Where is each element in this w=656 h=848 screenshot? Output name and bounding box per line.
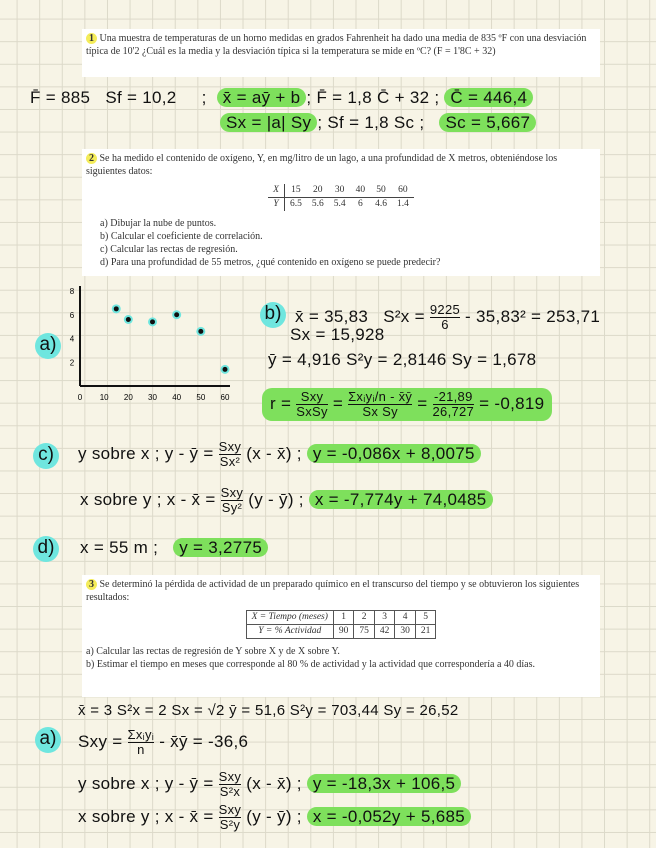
table-cell: 2 [354, 611, 375, 625]
data-point [198, 329, 203, 334]
table-cell: 42 [374, 625, 395, 639]
scatter-plot [60, 283, 240, 408]
highlight: x = -7,774y + 74,0485 [309, 490, 493, 509]
fraction: $\frac{9225}{6}$ [429, 302, 461, 332]
highlight: y = -18,3x + 106,5 [307, 774, 461, 793]
data-point [174, 312, 179, 317]
table-cell: 30 [395, 625, 416, 639]
table-cell: 90 [333, 625, 354, 639]
sxy-line: Sxy = $\frac{\text{Σxᵢyᵢ}}{n}$ - x̄ȳ = -36,6 [78, 727, 249, 757]
problem-number: 1 [86, 33, 97, 44]
y-tick-label: 6 [69, 310, 75, 320]
part-c-label: c) [33, 443, 59, 469]
table-cell: 6.5 [289, 199, 302, 209]
hw-text: x̄ = 35,83 [295, 306, 369, 326]
table-cell: 15 [284, 184, 306, 198]
highlight: Sc = 5,667 [439, 113, 536, 132]
part-a-label: a) [35, 727, 61, 753]
p3-line2: x sobre y ; x - x̄ = $\frac{\text{Sxy}}{\text{S²y}}$ (y - ȳ) ; x = -0,052y + 5,685 [78, 803, 471, 832]
hw-text: - 35,83² = 253,71 [465, 306, 601, 326]
table-header: X [268, 184, 284, 198]
p1-line1 [30, 88, 533, 108]
list-item: a) Dibujar la nube de puntos. [100, 218, 217, 229]
list-item: b) Estimar el tiempo en meses que corresponde al 80 % de actividad y la actividad que correspondería a 40 días. [86, 659, 536, 670]
list-item: c) Calcular las rectas de regresión. [100, 244, 238, 255]
highlight: y = -0,086x + 8,0075 [307, 444, 481, 463]
hw-text: F̄ = 885 [30, 88, 91, 107]
highlight: C̄ = 446,4 [444, 88, 533, 107]
part-b-label: b) [260, 302, 286, 328]
problem-text: Una muestra de temperaturas de un horno medidas en grados Fahrenheit ha dado una media de 835 ºF con una desviación típica de 10'2 ¿Cuál es la media y la desviación típica si la temperatura se mide en ºC? (F = 1'8C + 32) [86, 33, 587, 57]
y-tick-label: 8 [69, 287, 75, 296]
problem-1-statement [82, 29, 600, 77]
problem-text: Se ha medido el contenido de oxígeno, Y, en mg/litro de un lago, a una profundidad de X metros, obteniéndose los siguientes datos: [86, 153, 558, 177]
table-cell: 60 [392, 184, 414, 198]
p1-line2 [220, 113, 536, 133]
x-tick-label: 20 [123, 393, 133, 402]
data-point [150, 319, 155, 324]
d-line: x = 55 m ; y = 3,2775 [80, 538, 268, 558]
hw-text: ; [201, 88, 207, 107]
highlight: y = 3,2775 [173, 538, 268, 557]
problem-2-statement [82, 149, 600, 276]
highlight: x = -0,052y + 5,685 [307, 807, 471, 826]
highlight: Sx = |a| Sy [220, 113, 317, 132]
correlation-result: r = $\frac{\text{Sxy}}{\text{SxSy}}$ = $\frac{\text{Σxᵢyᵢ/n - x̄ȳ}}{\text{Sx Sy}}$ = $\frac{-21,89}{26,727}$ = -0,819 [262, 388, 552, 421]
c-line2: x sobre y ; x - x̄ = $\frac{\text{Sxy}}{\text{Sy²}}$ (y - ȳ) ; x = -7,774y + 74,0485 [80, 486, 493, 515]
x-tick-label: 60 [220, 393, 230, 402]
table-cell: 20 [307, 184, 329, 198]
problem-3-statement [82, 575, 600, 697]
list-item: a) Calcular las rectas de regresión de Y sobre X y de X sobre Y. [86, 646, 340, 657]
table-header: X = Tiempo (meses) [246, 611, 333, 625]
x-tick-label: 30 [148, 393, 157, 402]
table-header: Y [268, 198, 284, 212]
p3-line1: y sobre x ; y - ȳ = $\frac{\text{Sxy}}{\text{S²x}}$ (x - x̄) ; y = -18,3x + 106,5 [78, 770, 461, 799]
c-line1: y sobre x ; y - ȳ = $\frac{\text{Sxy}}{\text{Sx²}}$ (x - x̄) ; y = -0,086x + 8,0075 [78, 440, 481, 469]
x-tick-label: 50 [196, 393, 206, 402]
table-cell: 4.6 [375, 199, 387, 209]
table-cell: 30 [329, 184, 351, 198]
hw-text: ; F̄ = 1,8 C̄ + 32 ; [306, 88, 440, 107]
part-a-label: a) [35, 333, 61, 359]
x-tick-label: 10 [99, 393, 109, 402]
y-tick-label: 4 [69, 334, 75, 344]
x-tick-label: 0 [77, 393, 83, 402]
table-cell: 40 [351, 184, 371, 198]
table-cell: 5.6 [311, 199, 324, 209]
table-header: Y = % Actividad [246, 625, 333, 639]
table-cell: 5 [415, 611, 436, 625]
y-tick-label: 2 [69, 358, 75, 368]
hw-text: S²x = [383, 306, 425, 326]
table-cell: 6 [357, 199, 363, 209]
table-cell: 21 [415, 625, 436, 639]
list-item: d) Para una profundidad de 55 metros, ¿qué contenido en oxígeno se puede predecir? [100, 257, 441, 268]
p3-stats: x̄ = 3 S²x = 2 Sx = √2 ȳ = 51,6 S²y = 703,44 Sy = 26,52 [78, 702, 459, 719]
list-item: b) Calcular el coeficiente de correlación. [100, 231, 263, 242]
problem-number: 2 [86, 153, 97, 164]
data-table [246, 610, 437, 639]
table-cell: 1.4 [396, 199, 409, 209]
problem-text: Se determinó la pérdida de actividad de un preparado químico en el transcurso del tiempo y se obtuvieron los siguientes resultados: [86, 579, 580, 603]
hw-text: ; Sf = 1,8 Sc ; [317, 113, 425, 132]
data-point [126, 317, 131, 322]
data-point [223, 367, 228, 372]
highlight: x̄ = aȳ + b [217, 88, 307, 107]
b-line3: ȳ = 4,916 S²y = 2,8146 Sy = 1,678 [268, 350, 537, 369]
table-cell: 1 [333, 611, 354, 625]
data-point [114, 306, 119, 311]
table-cell: 75 [354, 625, 375, 639]
table-cell: 5.4 [333, 199, 346, 209]
table-cell: 3 [374, 611, 395, 625]
part-d-label: d) [33, 536, 59, 562]
hw-text: Sf = 10,2 [105, 88, 177, 107]
x-tick-label: 40 [172, 393, 182, 402]
b-line2: Sx = 15,928 [290, 325, 385, 344]
table-cell: 50 [370, 184, 392, 198]
table-cell: 4 [395, 611, 416, 625]
problem-number: 3 [86, 579, 97, 590]
data-table [268, 184, 414, 211]
